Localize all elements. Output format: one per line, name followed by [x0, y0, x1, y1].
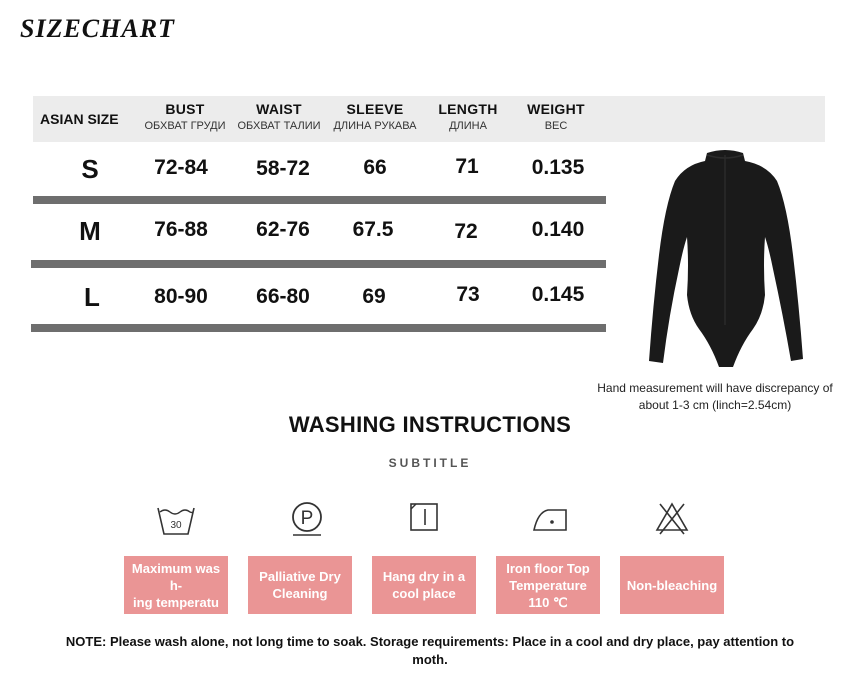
- column-header-en: BUST: [165, 101, 205, 117]
- dry-clean-p-icon: [287, 498, 327, 538]
- column-header-en: WEIGHT: [527, 101, 585, 117]
- table-cell: 67.5: [352, 218, 394, 241]
- table-cell: 62-76: [256, 218, 310, 241]
- iron-icon: [530, 500, 570, 540]
- measurement-note: Hand measurement will have discrepancy of about 1-3 cm (linch=2.54cm): [597, 381, 833, 412]
- column-header-ru: ВЕС: [544, 120, 568, 132]
- no-bleach-icon: [652, 498, 692, 538]
- wash-temp-label: Maximum was h- ing temperatu: [124, 556, 228, 614]
- column-header-ru: ОБХВАТ ГРУДИ: [144, 120, 226, 132]
- table-cell: 0.140: [531, 218, 585, 241]
- table-cell: 0.145: [531, 283, 585, 306]
- asian-size-header: ASIAN SIZE: [40, 111, 119, 127]
- size-label-s: S: [81, 154, 99, 184]
- dry-clean-label: Palliative Dry Cleaning: [248, 556, 352, 614]
- column-header-en: LENGTH: [438, 101, 498, 117]
- bodysuit-product-image: [645, 145, 805, 375]
- column-header-waist: [229, 101, 329, 132]
- column-header-ru: ОБХВАТ ТАЛИИ: [237, 120, 321, 132]
- table-cell: 71: [455, 155, 479, 178]
- table-cell: 66: [363, 156, 387, 179]
- table-cell: 72: [454, 220, 478, 243]
- svg-text:P: P: [300, 508, 314, 529]
- column-header-en: WAIST: [256, 101, 302, 117]
- row-separator: [31, 324, 606, 332]
- hang-dry-icon: [405, 498, 445, 538]
- table-cell: 58-72: [256, 157, 310, 180]
- washing-subtitle: SUBTITLE: [388, 456, 472, 470]
- column-header-weight: [506, 101, 606, 132]
- row-separator: [31, 260, 606, 268]
- column-header-ru: ДЛИНА: [449, 120, 487, 132]
- washing-instructions-title: WASHING INSTRUCTIONS: [288, 412, 572, 437]
- wash-temperature-label: 30: [170, 520, 182, 531]
- iron-label: Iron floor Top Temperature 110 ℃: [496, 556, 600, 614]
- table-cell: 80-90: [154, 285, 208, 308]
- size-label-l: L: [84, 282, 100, 312]
- row-separator: [33, 196, 606, 204]
- table-cell: 66-80: [256, 285, 310, 308]
- no-bleach-label: Non-bleaching: [620, 556, 724, 614]
- table-cell: 76-88: [154, 218, 208, 241]
- table-cell: 69: [362, 285, 386, 308]
- size-label-m: M: [79, 216, 101, 246]
- page-title: SIZECHART: [20, 14, 175, 43]
- column-header-bust: [135, 101, 235, 132]
- column-header-ru: ДЛИНА РУКАВА: [333, 120, 417, 132]
- wash-30-icon: [156, 500, 196, 540]
- table-cell: 72-84: [154, 156, 208, 179]
- column-header-sleeve: [325, 101, 425, 132]
- hang-dry-label: Hang dry in a cool place: [372, 556, 476, 614]
- column-header-length: [418, 101, 518, 132]
- column-header-en: SLEEVE: [346, 101, 404, 117]
- table-cell: 0.135: [531, 156, 585, 179]
- table-cell: 73: [456, 283, 480, 306]
- washing-note: NOTE: Please wash alone, not long time to soak. Storage requirements: Place in a cool and dry place, pay attention to moth.: [65, 634, 795, 667]
